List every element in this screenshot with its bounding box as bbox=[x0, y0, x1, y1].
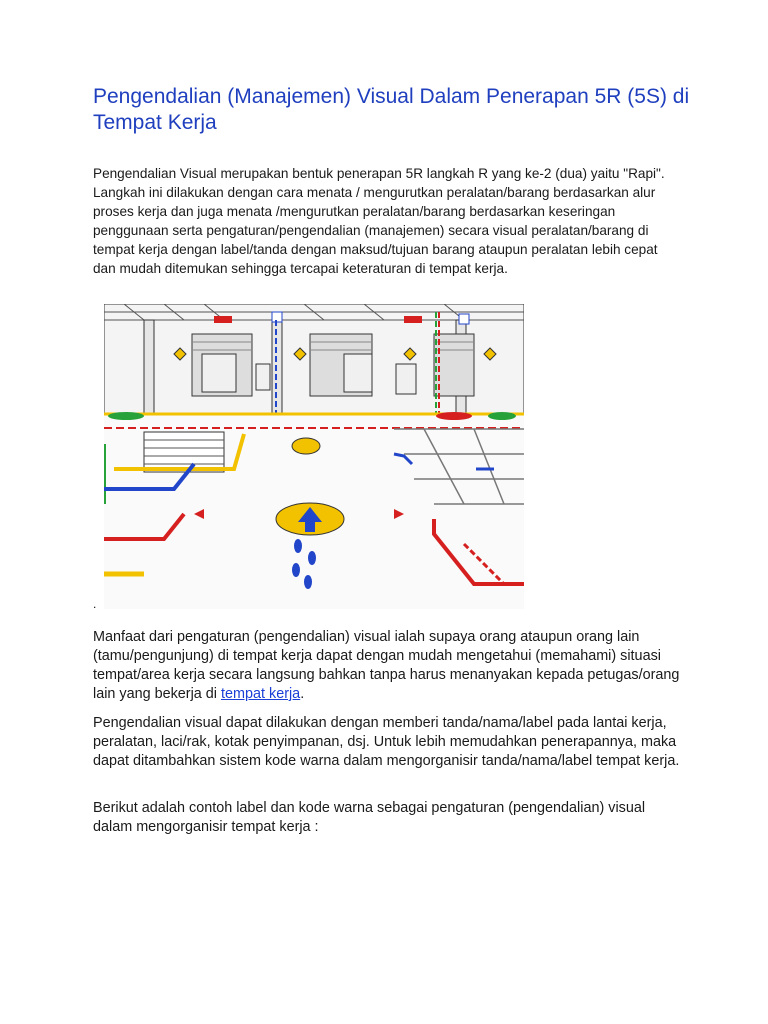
cara-paragraph: Pengendalian visual dapat dilakukan dengan memberi tanda/nama/label pada lantai kerja, peralatan, laci/rak, kotak penyimpanan, dsj. Untuk lebih memudahkan penerapannya, maka dapat ditambahkan sistem kode warna dalam mengorganisir tanda/nama/label tempat kerja. bbox=[93, 715, 680, 769]
image-caption: . bbox=[93, 597, 97, 611]
tempat-kerja-link[interactable]: tempat kerja bbox=[221, 686, 301, 702]
workplace-floor-marking-illustration bbox=[104, 304, 524, 609]
manfaat-paragraph bbox=[93, 628, 683, 704]
intro-paragraph: Pengendalian Visual merupakan bentuk penerapan 5R langkah R yang ke-2 (dua) yaitu "Rapi". Langkah ini dilakukan dengan cara menata / mengurutkan peralatan/barang berdasarkan alur proses kerja dan juga menata /mengurutkan peralatan/barang berdasarkan keseringan penggunaan serta pengaturan/pengendalian (manajemen) secara visual peralatan/barang di tempat kerja dengan label/tanda dengan maksud/tujuan barang ataupun peralatan lebih cepat dan mudah ditemukan sehingga tercapai keteraturan di tempat kerja. bbox=[93, 166, 665, 276]
manfaat-text: Manfaat dari pengaturan (pengendalian) visual ialah supaya orang ataupun orang lain (tamu/pengunjung) di tempat kerja dapat dengan mudah mengetahui (memahami) situasi tempat/area kerja secara langsung bahkan tanpa harus menanyakan kepada petugas/orang lain yang bekerja di bbox=[93, 629, 680, 702]
contoh-paragraph: Berikut adalah contoh label dan kode warna sebagai pengaturan (pengendalian) visual dalam mengorganisir tempat kerja : bbox=[93, 800, 646, 835]
page-title: Pengendalian (Manajemen) Visual Dalam Penerapan 5R (5S) di Tempat Kerja bbox=[93, 85, 690, 134]
manfaat-end: . bbox=[300, 686, 305, 702]
